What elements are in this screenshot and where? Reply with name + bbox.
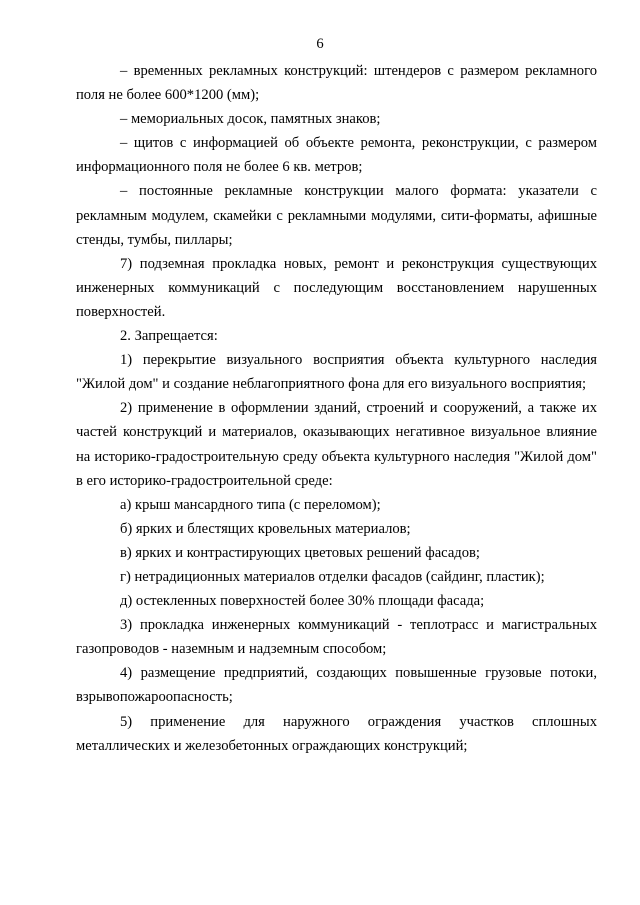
- paragraph: – мемориальных досок, памятных знаков;: [120, 111, 381, 128]
- paragraph: 7) подземная прокладка новых, ремонт и реконструкция существующих инженерных коммуникаций с последующим восстановлением нарушенных поверхностей.: [76, 255, 597, 320]
- paragraph: д) остекленных поверхностей более 30% площади фасада;: [120, 593, 485, 610]
- paragraph: г) нетрадиционных материалов отделки фасадов (сайдинг, пластик);: [120, 568, 545, 585]
- paragraph: 4) размещение предприятий, создающих повышенные грузовые потоки, взрывопожароопасность;: [76, 665, 597, 706]
- paragraph: б) ярких и блестящих кровельных материалов;: [120, 520, 411, 537]
- paragraph: 1) перекрытие визуального восприятия объекта культурного наследия "Жилой дом" и создание неблагоприятного фона для его визуального восприятия;: [76, 352, 597, 393]
- paragraph: – временных рекламных конструкций: штендеров с размером рекламного поля не более 600*1200 (мм);: [76, 63, 597, 104]
- paragraph: а) крыш мансардного типа (с переломом);: [120, 496, 381, 513]
- paragraph: 5) применение для наружного ограждения участков сплошных металлических и железобетонных ограждающих конструкций;: [76, 713, 597, 754]
- paragraph: в) ярких и контрастирующих цветовых решений фасадов;: [120, 544, 480, 561]
- page-number: 6: [316, 36, 324, 52]
- paragraph: 2. Запрещается:: [120, 328, 218, 345]
- paragraph: 2) применение в оформлении зданий, строений и сооружений, а также их частей конструкций и материалов, оказывающих негативное визуальное влияние на историко-градостроительную среду объекта культурного наследия "Жилой дом" в его историко-градостроительной среде:: [76, 400, 597, 489]
- paragraph: 3) прокладка инженерных коммуникаций - теплотрасс и магистральных газопроводов - наземным и надземным способом;: [76, 617, 597, 658]
- paragraph: – щитов с информацией об объекте ремонта, реконструкции, с размером информационного поля не более 6 кв. метров;: [76, 135, 597, 176]
- document-body: [76, 59, 597, 758]
- paragraph: – постоянные рекламные конструкции малого формата: указатели с рекламным модулем, скамейки с рекламными модулями, сити-форматы, афишные стенды, тумбы, пиллары;: [76, 183, 597, 248]
